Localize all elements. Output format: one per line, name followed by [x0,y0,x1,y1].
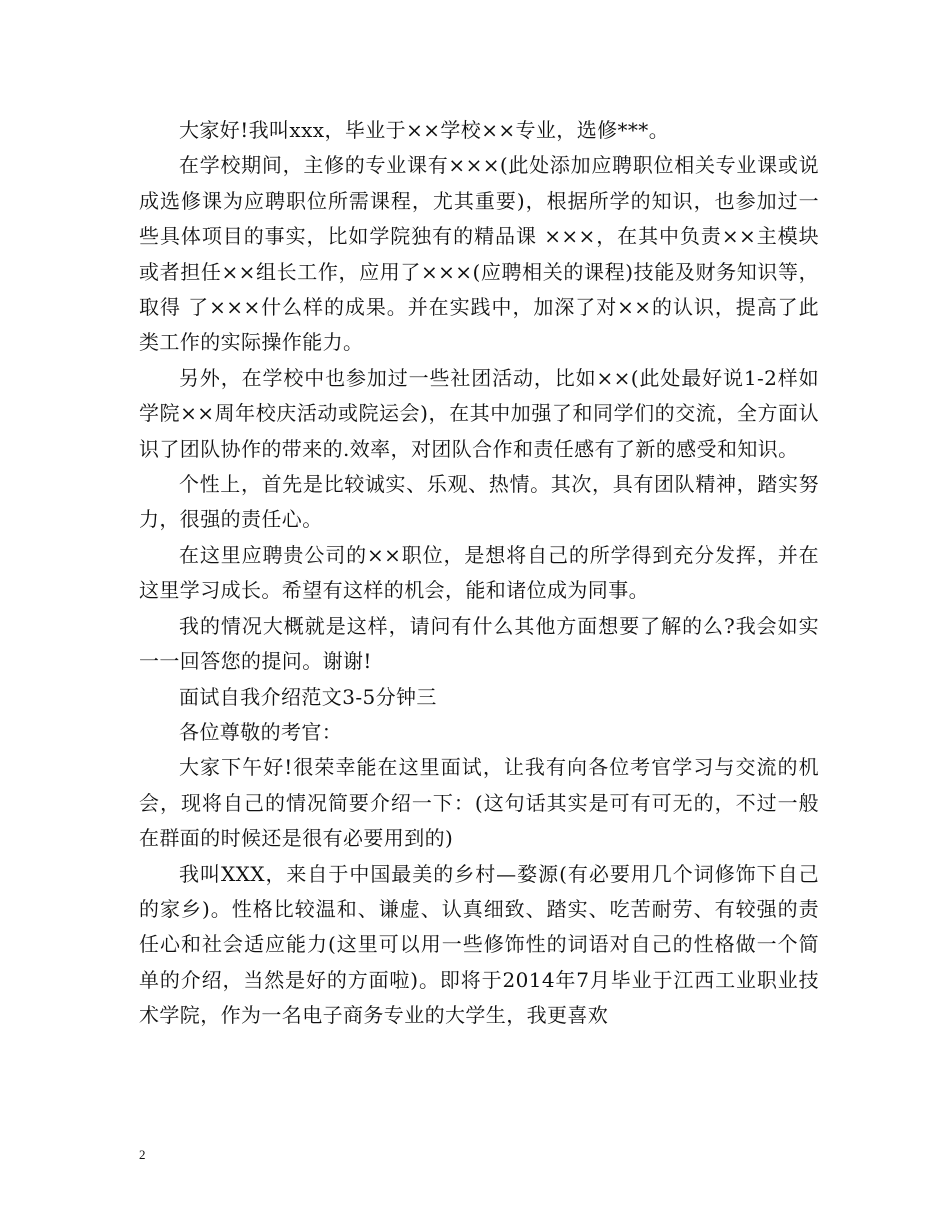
paragraph-greeting: 大家好!我叫xxx，毕业于××学校××专业，选修***。 [179,118,670,142]
page-number: 2 [139,1147,146,1162]
paragraph-salutation: 各位尊敬的考官： [179,719,343,744]
paragraph-afternoon-greeting: 大家下午好!很荣幸能在这里面试，让我有向各位考官学习与交流的机会，现将自己的情况简要介绍一下：(这句话其实是可有可无的，不过一般在群面的时候还是很有必要用到的) [139,755,819,851]
paragraph-self-intro: 我叫XXX，来自于中国最美的乡村—婺源(有必要用几个词修饰下自己的家乡)。性格比较温和、谦虚、认真细致、踏实、吃苦耐劳、有较强的责任心和社会适应能力(这里可以用一些修饰性的词语对自己的性格做一个简单的介绍，当然是好的方面啦)。即将于2014年7月毕业于江西工业职业技术学院，作为一名电子商务专业的大学生，我更喜欢 [139,861,819,1028]
paragraph-courses: 在学校期间，主修的专业课有×××(此处添加应聘职位相关专业课或说成选修课为应聘职位所需课程，尤其重要)，根据所学的知识，也参加过一些具体项目的事实，比如学院独有的精品课 ×××，在其中负责××主模块或者担任××组长工作，应用了×××(应聘相关的课程)技能及财务知识等，取得 了×××什么样的成果。并在实践中，加深了对××的认识，提高了此类工作的实际操作能力。 [139,153,819,355]
paragraph-activities: 另外，在学校中也参加过一些社团活动，比如××(此处最好说1-2样如学院××周年校庆活动或院运会)，在其中加强了和同学们的交流，全方面认识了团队协作的带来的.效率，对团队合作和责任感有了新的感受和知识。 [139,365,819,461]
section-heading: 面试自我介绍范文3-5分钟三 [179,684,437,709]
body-text [139,113,819,1034]
paragraph-position: 在这里应聘贵公司的××职位，是想将自己的所学得到充分发挥，并在这里学习成长。希望有这样的机会，能和诸位成为同事。 [139,542,819,603]
paragraph-personality: 个性上，首先是比较诚实、乐观、热情。其次，具有团队精神，踏实努力，很强的责任心。 [139,472,819,532]
paragraph-closing: 我的情况大概就是这样，请问有什么其他方面想要了解的么?我会如实一一回答您的提问。谢谢! [139,613,819,674]
